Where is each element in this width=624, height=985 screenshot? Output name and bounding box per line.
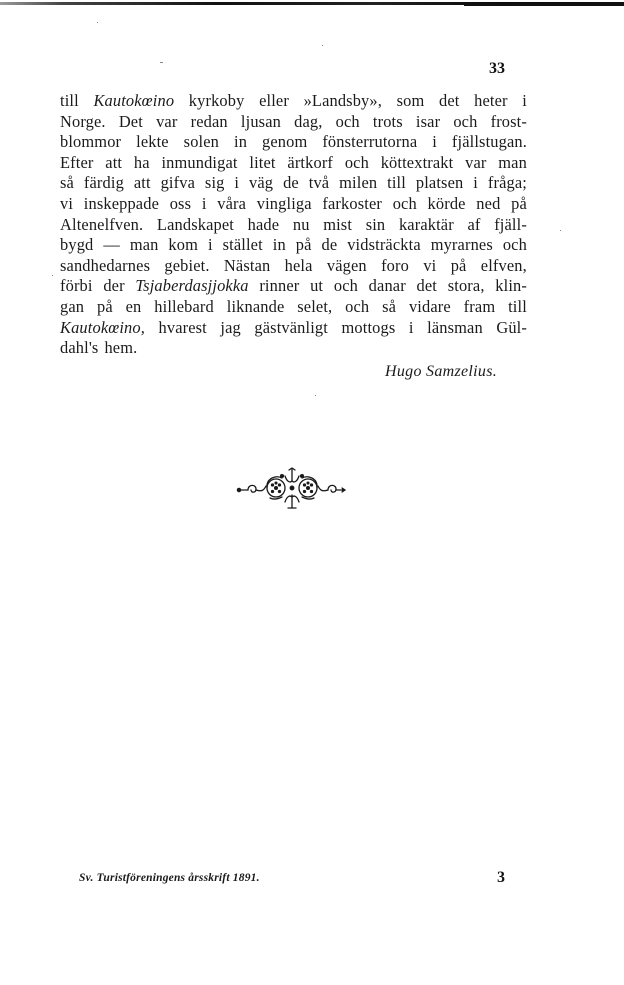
word: heter [474,91,508,110]
text-line [60,112,527,133]
word: vägen [326,255,367,275]
word: i [432,132,437,152]
word: köttextrakt [380,152,454,172]
word: på [96,296,113,316]
word: till [60,91,79,110]
word: var [156,111,178,131]
text-line [60,215,527,236]
word: stora, [447,276,485,296]
word: Norge. [60,111,106,131]
word: och [392,193,417,213]
word: färdig [83,173,124,193]
italic-place-name: Kautokœino [93,91,175,110]
word: inmundigat [161,152,238,172]
word: jag [220,317,241,337]
word: så [60,173,74,193]
word: två [308,173,330,193]
word: mist [323,214,353,234]
word: det [439,91,460,110]
word: kom [168,235,199,255]
word: nu [292,214,310,234]
word: vidare [408,296,451,316]
word: stället [222,235,263,255]
word: att [105,152,123,172]
word: fjällstugan. [451,132,527,152]
word: fjäll- [494,214,527,234]
text-line [60,173,527,194]
word: hela [284,255,313,275]
word: Det [118,111,143,131]
word: oss [169,193,192,213]
word: fram [463,296,496,316]
word: dahl's [60,338,99,358]
word: blommor [60,132,122,152]
text-line [60,318,527,339]
word: frost- [490,111,527,131]
word: gifva [160,173,196,193]
word: i [473,173,478,193]
word: man [498,152,527,172]
word: hillebard [154,296,214,316]
word: ljusan [240,111,281,131]
word: myrarnes [430,235,493,255]
word: var [465,152,487,172]
word: en [125,296,142,316]
word: det [416,276,438,296]
scan-edge-line-thick [464,3,624,6]
text-line [60,194,527,215]
word: sandhedarnes [60,255,151,275]
word: att [133,173,151,193]
word: och [344,152,369,172]
word: de [283,173,299,193]
publication-footer: Sv. Turistföreningens årsskrift 1891. [79,872,260,884]
word: ha [133,152,150,172]
word: våra [217,193,247,213]
word: litet [249,152,276,172]
word: elfven, [480,255,527,275]
word: Efter [60,152,94,172]
word: väg [249,173,274,193]
word: redan [190,111,228,131]
text-line [60,276,527,297]
word: gebiet. [164,255,210,275]
scan-speck [322,45,323,46]
scan-speck [315,395,316,396]
word: hvarest [158,317,207,337]
word: liknande [226,296,285,316]
word: »Landsby», [303,91,382,110]
word: i [234,173,240,193]
body-paragraph [60,91,527,359]
word: sin [365,214,386,234]
word: de [321,235,338,255]
word: i [201,193,207,213]
word: hade [247,214,280,234]
word: af [467,214,481,234]
word: trots [372,111,403,131]
scan-speck [97,22,98,23]
word: lekte [136,132,169,152]
text-line [60,235,527,256]
word: platsen [415,173,464,193]
word: och [335,111,360,131]
word: på [450,255,467,275]
word: sig [204,173,225,193]
word: bygd [60,235,94,255]
scan-speck [160,62,163,63]
word: på [511,193,527,213]
word: och [453,111,478,131]
italic-place-name: Kautokœino, [60,317,145,337]
word: ut [310,276,324,296]
word: länsman [427,317,483,337]
author-signature: Hugo Samzelius. [385,363,498,380]
word: i [408,317,414,337]
scan-speck [52,275,53,276]
word: till [508,296,527,316]
word: så [382,296,397,316]
word: vidsträckta [347,235,421,255]
word: Gül- [496,317,527,337]
word: solen [183,132,220,152]
word: karaktär [398,214,454,234]
page-number: 33 [489,60,505,77]
word: ned [476,193,501,213]
word: inskeppade [83,193,159,213]
word: fråga; [487,173,527,193]
italic-place-name: Tsjaberdasjjokka [135,276,249,296]
word: i [522,91,527,110]
word: vi [423,255,437,275]
word: in [233,132,248,152]
word: selet, [297,296,333,316]
floral-vignette-icon [236,466,348,510]
word: till [387,173,406,193]
text-line [60,91,527,112]
word: genom [262,132,308,152]
text-line [60,132,527,153]
word: eller [259,91,289,110]
word: farkoster [322,193,382,213]
word: milen [339,173,378,193]
word: gästvänligt [254,317,328,337]
word: — [103,235,120,255]
text-line [60,153,527,174]
text-line [60,297,527,318]
word: vi [60,193,74,213]
word: der [103,276,125,296]
word: Landskapet [156,214,234,234]
word: Altenelfven. [60,214,144,234]
word: man [129,235,159,255]
word: körde [427,193,466,213]
word: rinner [259,276,300,296]
word: i [207,235,213,255]
word: dag, [294,111,323,131]
word: på [295,235,312,255]
word: Nästan [223,255,271,275]
word: kyrkoby [188,91,245,110]
word: fönsterrutorna [322,132,418,152]
word: och [502,235,527,255]
word: och [333,276,358,296]
word: förbi [60,276,93,296]
word: gan [60,296,85,316]
text-line [60,256,527,277]
word: hem. [104,338,138,358]
word: klin- [495,276,527,296]
word: danar [368,276,406,296]
word: mottogs [341,317,396,337]
word: in [272,235,286,255]
scan-speck [560,230,561,231]
text-line [60,338,527,359]
word: vingliga [256,193,312,213]
word: ärtkorf [287,152,334,172]
word: foro [381,255,409,275]
word: som [396,91,425,110]
word: och [345,296,370,316]
signature-mark: 3 [497,869,505,886]
word: isar [415,111,441,131]
